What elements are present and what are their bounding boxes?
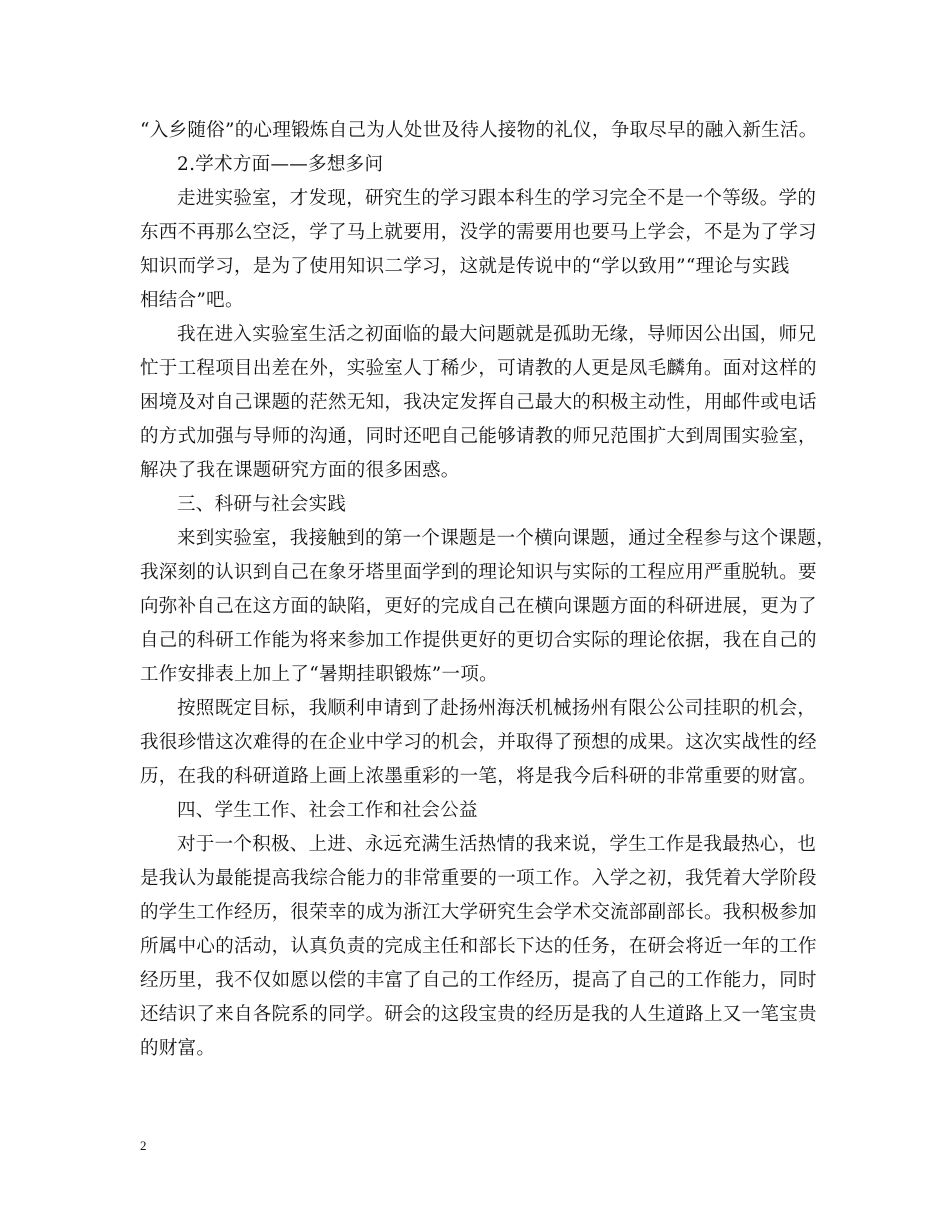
paragraph-line: 知识而学习，是为了使用知识二学习，这就是传说中的“学以致用”“理论与实践 [140, 256, 790, 277]
section-heading: 四、学生工作、社会工作和社会公益 [177, 800, 478, 821]
paragraph-line: 解决了我在课题研究方面的很多困惑。 [140, 460, 460, 481]
section-heading: 2.学术方面——多想多问 [177, 154, 384, 175]
document-body [140, 114, 836, 1066]
paragraph-line: 还结识了来自各院系的同学。研会的这段宝贵的经历是我的人生道路上又一笔宝贵 [140, 1004, 817, 1025]
section-heading: 三、科研与社会实践 [177, 494, 347, 515]
paragraph-line: 我深刻的认识到自己在象牙塔里面学到的理论知识与实际的工程应用严重脱轨。要 [140, 562, 817, 583]
paragraph-line: 我很珍惜这次难得的在企业中学习的机会，并取得了预想的成果。这次实战性的经 [140, 732, 817, 753]
paragraph-line: 是我认为最能提高我综合能力的非常重要的一项工作。入学之初，我凭着大学阶段 [140, 868, 817, 889]
paragraph-line: 忙于工程项目出差在外，实验室人丁稀少，可请教的人更是凤毛麟角。面对这样的 [140, 358, 817, 379]
paragraph-line: 工作安排表上加上了“暑期挂职锻炼”一项。 [140, 664, 498, 685]
paragraph-line: 东西不再那么空泛，学了马上就要用，没学的需要用也要马上学会，不是为了学习 [140, 222, 817, 243]
paragraph-line: 的学生工作经历，很荣幸的成为浙江大学研究生会学术交流部副部长。我积极参加 [140, 902, 817, 923]
paragraph-line: 困境及对自己课题的茫然无知，我决定发挥自己最大的积极主动性，用邮件或电话 [140, 392, 817, 413]
paragraph-line: 的财富。 [140, 1038, 216, 1059]
paragraph-line: 对于一个积极、上进、永远充满生活热情的我来说，学生工作是我最热心，也 [177, 834, 817, 855]
paragraph-line: 经历里，我不仅如愿以偿的丰富了自己的工作经历，提高了自己的工作能力，同时 [140, 970, 817, 991]
paragraph-line: 来到实验室，我接触到的第一个课题是一个横向课题，通过全程参与这个课题， [177, 528, 836, 549]
paragraph-line: 所属中心的活动，认真负责的完成主任和部长下达的任务，在研会将近一年的工作 [140, 936, 817, 957]
paragraph-line: 按照既定目标，我顺利申请到了赴扬州海沃机械扬州有限公公司挂职的机会， [177, 698, 817, 719]
paragraph-line: 的方式加强与导师的沟通，同时还吧自己能够请教的师兄范围扩大到周围实验室， [140, 426, 817, 447]
page-number: 2 [140, 1138, 147, 1153]
paragraph-line: 我在进入实验室生活之初面临的最大问题就是孤助无缘，导师因公出国，师兄 [177, 324, 817, 345]
paragraph-line: 历，在我的科研道路上画上浓墨重彩的一笔，将是我今后科研的非常重要的财富。 [140, 766, 817, 787]
paragraph-line: 向弥补自己在这方面的缺陷，更好的完成自己在横向课题方面的科研进展，更为了 [140, 596, 817, 617]
paragraph-line: 自己的科研工作能为将来参加工作提供更好的更切合实际的理论依据，我在自己的 [140, 630, 817, 651]
paragraph-line: 走进实验室，才发现，研究生的学习跟本科生的学习完全不是一个等级。学的 [177, 188, 817, 209]
paragraph-line: 相结合”吧。 [140, 290, 244, 311]
paragraph-line: “入乡随俗”的心理锻炼自己为人处世及待人接物的礼仪，争取尽早的融入新生活。 [140, 120, 818, 141]
